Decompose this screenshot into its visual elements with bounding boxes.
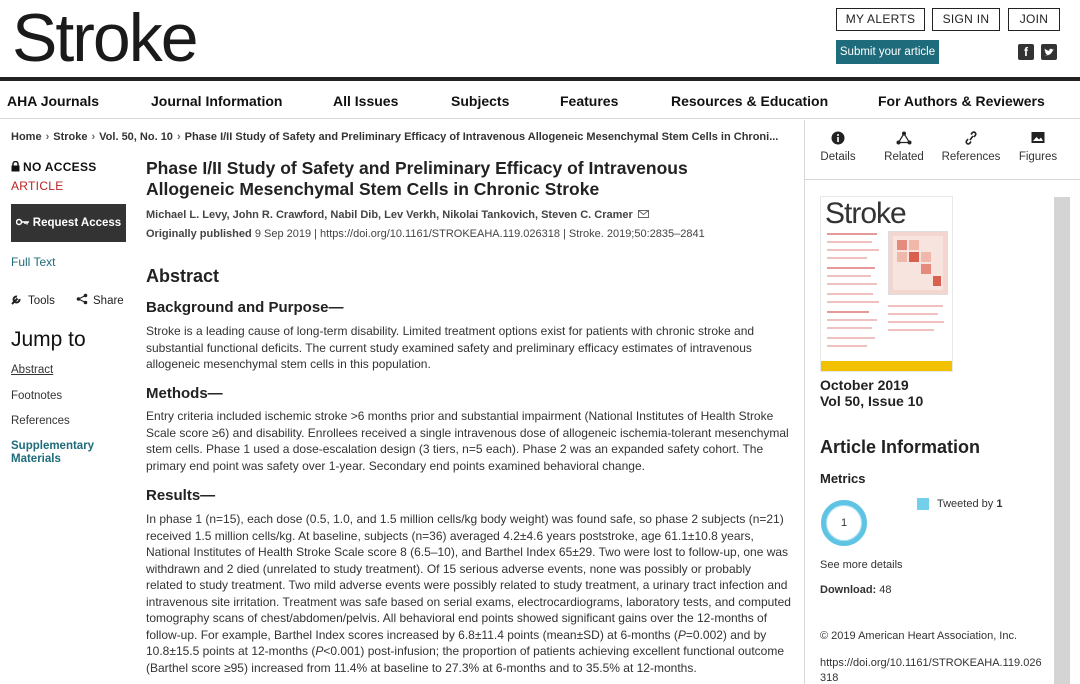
- main-nav: [0, 81, 1080, 119]
- abstract-heading: Abstract: [146, 266, 220, 286]
- publication-info: Originally published 9 Sep 2019 | https://doi.org/10.1161/STROKEAHA.119.026318 | Stroke. 2019;50:2835–2841: [146, 228, 705, 240]
- nav-aha-journals[interactable]: AHA Journals: [7, 93, 100, 109]
- chevron-right-icon: ›: [45, 131, 50, 143]
- jump-supplementary[interactable]: Supplementary Materials: [11, 440, 95, 465]
- join-button[interactable]: JOIN: [1008, 8, 1060, 31]
- image-icon: [1006, 131, 1070, 149]
- full-text-link[interactable]: Full Text: [11, 255, 56, 269]
- right-column-scrollbar[interactable]: [1054, 197, 1070, 684]
- doi-link[interactable]: https://doi.org/10.1161/STROKEAHA.119.026318: [820, 657, 1042, 684]
- author-list[interactable]: Michael L. Levy, John R. Crawford, Nabil Dib, Lev Verkh, Nikolai Tankovich, Steven C. Cramer: [146, 209, 649, 221]
- crumb-volume[interactable]: Vol. 50, No. 10: [99, 131, 173, 143]
- see-more-details-link[interactable]: See more details: [820, 559, 903, 571]
- article-main: [146, 158, 796, 675]
- journal-logo[interactable]: Stroke: [12, 0, 197, 76]
- background-heading: Background and Purpose—: [146, 299, 344, 316]
- crumb-stroke[interactable]: Stroke: [53, 131, 88, 143]
- info-icon: [806, 131, 870, 149]
- nav-journal-information[interactable]: Journal Information: [151, 93, 283, 109]
- twitter-icon[interactable]: [1041, 44, 1057, 60]
- nav-features[interactable]: Features: [560, 93, 619, 109]
- tweeted-by-label: Tweeted by 1: [937, 498, 1003, 510]
- crumb-article: Phase I/II Study of Safety and Preliminary Efficacy of Intravenous Allogeneic Mesenchymal Stem Cells in Chroni...: [184, 131, 779, 143]
- article-type-label: ARTICLE: [11, 179, 64, 193]
- tab-references[interactable]: References: [939, 131, 1003, 163]
- article-title: Phase I/II Study of Safety and Preliminary Efficacy of Intravenous Allogeneic Mesenchymal Stem Cells in Chronic Stroke: [146, 158, 688, 199]
- link-icon: [939, 131, 1003, 149]
- copyright-text: © 2019 American Heart Association, Inc.: [820, 630, 1018, 642]
- breadcrumb: [11, 131, 791, 143]
- methods-heading: Methods—: [146, 385, 223, 402]
- chevron-right-icon: ›: [176, 131, 181, 143]
- twitter-legend-swatch: [917, 498, 929, 510]
- tabs-divider: [805, 179, 1080, 180]
- cover-figure: [888, 231, 948, 295]
- nav-subjects[interactable]: Subjects: [451, 93, 510, 109]
- background-text: Stroke is a leading cause of long-term disability. Limited treatment options exist for patients with chronic stroke and substantial functional deficits. The current study examined safety and preliminary efficacy estimates of intravenous allogeneic mesenchymal stem cells in this population.: [146, 324, 755, 371]
- tab-related[interactable]: Related: [872, 131, 936, 163]
- lock-icon: [11, 161, 20, 172]
- article-information-heading: Article Information: [820, 437, 981, 457]
- jump-to-heading: Jump to: [11, 328, 86, 351]
- facebook-icon[interactable]: f: [1018, 44, 1034, 60]
- column-divider: [804, 120, 805, 684]
- crumb-home[interactable]: Home: [11, 131, 42, 143]
- share-button[interactable]: Share: [76, 293, 124, 307]
- submit-article-button[interactable]: Submit your article: [836, 40, 939, 64]
- tab-figures[interactable]: Figures: [1006, 131, 1070, 163]
- chevron-right-icon: ›: [91, 131, 96, 143]
- nav-resources-education[interactable]: Resources & Education: [671, 93, 829, 109]
- jump-footnotes[interactable]: Footnotes: [11, 390, 63, 402]
- wrench-icon: [11, 293, 23, 305]
- nav-for-authors[interactable]: For Authors & Reviewers: [878, 93, 1045, 109]
- methods-text: Entry criteria included ischemic stroke >6 months prior and substantial impairment (National Institutes of Health Stroke Scale score ≥6) and disability. Enrollees received a single intravenous dose of allogeneic ischemia-tolerant mesenchymal stem cells. Phase 1 used a dose-escalation design (3 tiers, n=5 each). Phase 2 was an expanded safety cohort. The primary end point was safety over 1-year. Secondary end points examined behavioral change.: [146, 409, 789, 473]
- issue-volume[interactable]: Vol 50, Issue 10: [820, 393, 924, 409]
- tab-details[interactable]: Details: [806, 131, 870, 163]
- my-alerts-button[interactable]: MY ALERTS: [836, 8, 925, 31]
- metrics-heading: Metrics: [820, 471, 866, 486]
- altmetric-badge[interactable]: 1: [821, 500, 867, 546]
- tools-button[interactable]: Tools: [11, 293, 55, 307]
- jump-references[interactable]: References: [11, 415, 70, 427]
- results-heading: Results—: [146, 487, 216, 504]
- sign-in-button[interactable]: SIGN IN: [932, 8, 1000, 31]
- nav-all-issues[interactable]: All Issues: [333, 93, 399, 109]
- share-icon: [76, 293, 88, 305]
- results-text: In phase 1 (n=15), each dose (0.5, 1.0, and 1.5 million cells/kg body weight) was found safe, so phase 2 subjects (n=21) received 1.5 million cells/kg. At baseline, subjects (n=36) averaged 4.2±4.6 years poststroke, age 61.1±10.8 years, National Institutes of Health Stroke Scale score 8 (6.5–10), and Barthel Index 65±29. Two were lost to follow-up, one was withdrawn and 2 died (unrelated to study treatment). Of 15 serious adverse events, none was possibly or probably related to study treatment. Two mild adverse events were possibly related to study treatment, a urinary tract infection and intravenous site irritation. Treatment was safe based on serial exams, electrocardiograms, laboratory tests, and computed tomography scans of chest/abdomen/pelvis. All behavioral end points showed significant gains over the 12-months of follow-up. For example, Barthel Index scores increased by 6.8±11.4 points (mean±SD) at 6-months (P=0.002) and by 10.8±15.5 points at 12-months (P<0.001) post-infusion; the proportion of patients achieving excellent functional outcome (Barthel score ≥95) increased from 11.4% at baseline to 27.3% at 6-months and to 35.5% at 12-months.: [146, 512, 791, 675]
- jump-abstract[interactable]: Abstract: [11, 364, 54, 376]
- request-access-button[interactable]: Request Access: [11, 204, 126, 242]
- journal-cover-image[interactable]: Stroke: [820, 196, 953, 372]
- no-access-label: NO ACCESS: [11, 160, 97, 174]
- key-icon: [16, 218, 30, 226]
- email-icon[interactable]: [638, 210, 649, 218]
- related-icon: [872, 131, 936, 149]
- issue-date[interactable]: October 2019: [820, 377, 909, 393]
- download-count: Download: 48: [820, 584, 892, 596]
